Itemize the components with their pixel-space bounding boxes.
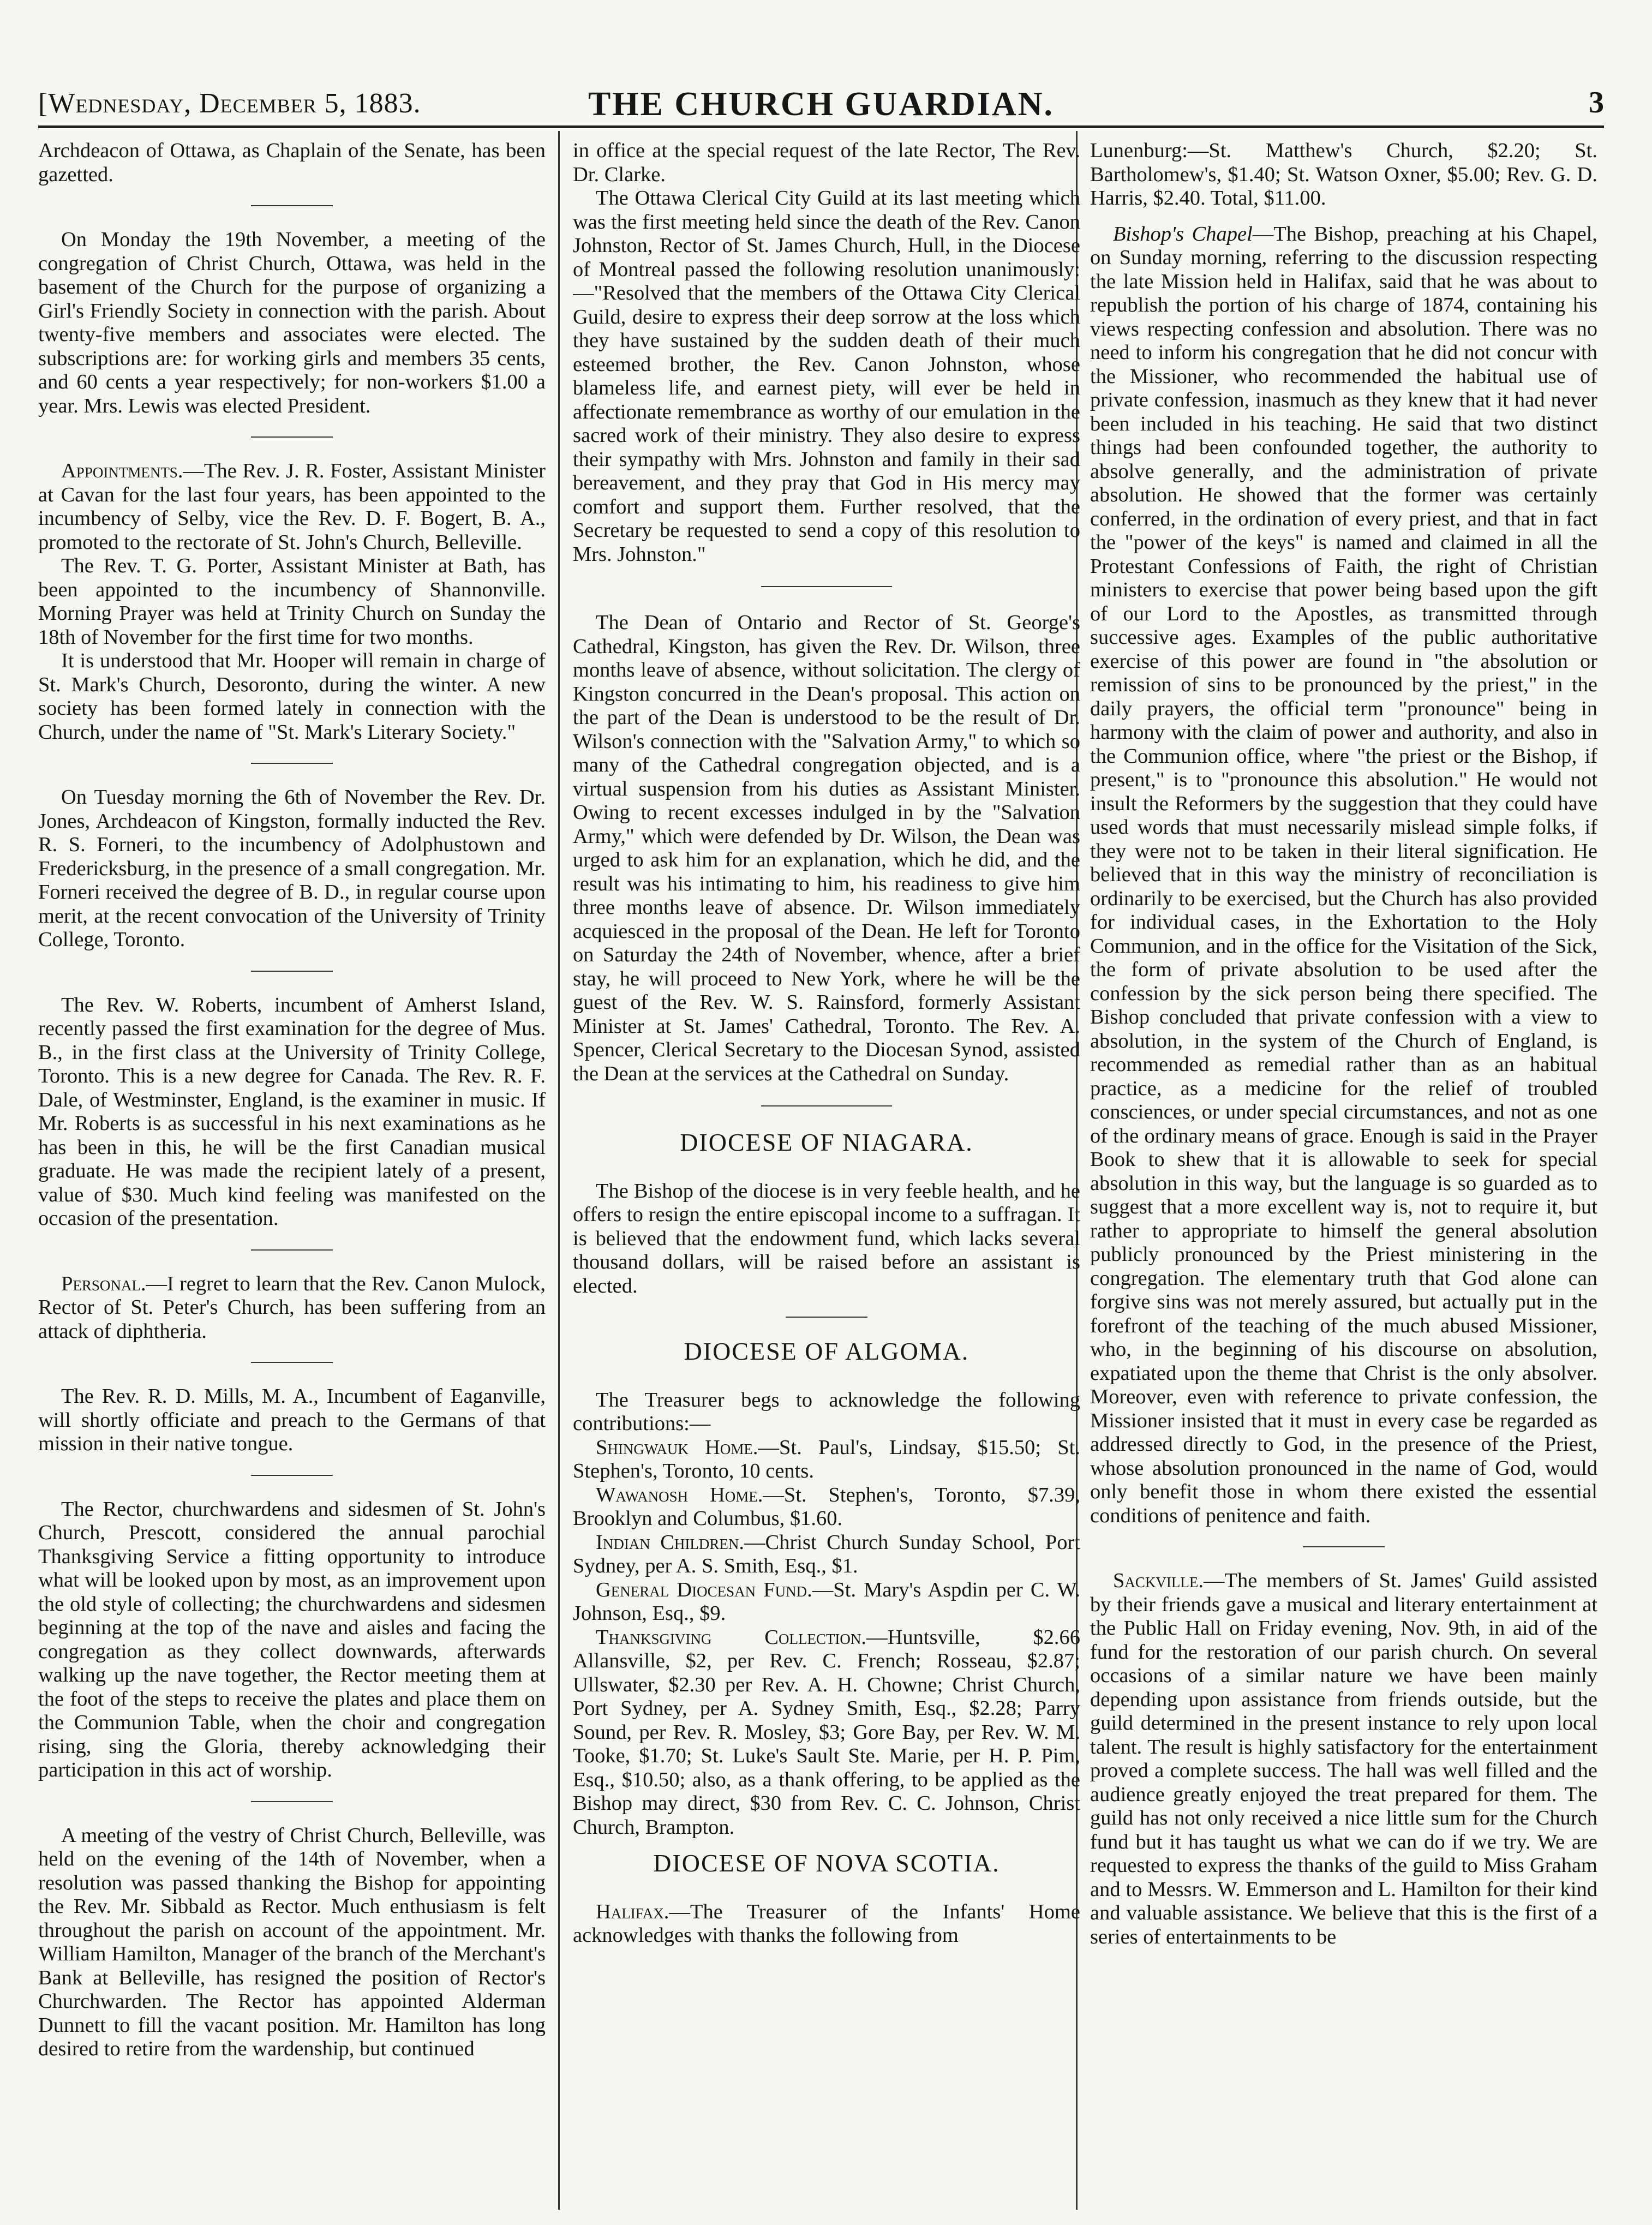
paragraph: The Bishop of the diocese is in very feeble health, and he offers to resign the entire episcopal income to a suffragan. It is believed that the endowment fund, which lacks several thousand dollars, will be raised before an assistant is elected. xyxy=(573,1179,1080,1297)
paragraph-lead: Indian Children. xyxy=(596,1530,745,1554)
paragraph-lead: Wawanosh Home. xyxy=(596,1483,763,1506)
page-header xyxy=(38,82,1604,128)
paragraph xyxy=(573,1578,1080,1626)
paragraph-text: —St. Stephen's, Toronto, $7.39, Brooklyn and Columbus, $1.60. xyxy=(573,1483,1080,1530)
paragraph-lead: Shingwauk Home. xyxy=(596,1436,758,1459)
section-heading: DIOCESE OF NIAGARA. xyxy=(680,1128,973,1156)
paragraph-lead: Appointments. xyxy=(61,459,183,482)
paragraph xyxy=(573,1484,1080,1531)
separator xyxy=(251,763,333,764)
paragraph-lead: Sackville. xyxy=(1113,1569,1204,1592)
paragraph-text: —The Treasurer of the Infants' Home acknowledges with thanks the following from xyxy=(573,1900,1080,1947)
paragraph-text: —The Bishop, preaching at his Chapel, on Sunday morning, referring to the discussion respecting the late Mission held in Halifax, said that he was about to republish the portion of his charge of 1874, containing his views respecting confession and absolution. There was no need to inform his congregation that he did not concur with the Missioner, who recommended the habitual use of private confession, inasmuch as they knew that it had never been included in his teaching. He said that two distinct things had been confounded together, the authority to absolve generally, and the administration of private absolution. He showed that the former was certainly conferred, in the ordination of every priest, and that in fact the "power of the keys" is named and claimed in all the Protestant Confessions of Faith, the right of Christian ministers to exercise that power being based upon the gift of our Lord to the Apostles, as transmitted through successive ages. Examples of the public authoritative exercise of this power are found in "the absolution or remission of sins to be pronounced by the priest," in the daily prayers, the official term "pronounce" being in harmony with the claim of power and authority, and also in the Communion office, where "the priest or the Bishop, if present," is to "pronounce this absolution." He would not insult the Reformers by the suggestion that they could have used words that must necessarily mislead simple folks, if they were not to be taken in their literal signification. He believed that in this way the ministry of reconciliation is ordinarily to be exercised, but the Church has also provided for individual cases, in the Exhortation to the Holy Communion, and in the office for the Visitation of the Sick, the form of private absolution to be used after the confession by the sick person being there specified. The Bishop concluded that private confession with a view to absolution, in the system of the Church of England, is recommended as remedial rather than as an habitual practice, as a medicine for the relief of troubled consciences, or under special circumstances, and not as one of the ordinary means of grace. Enough is said in the Prayer Book to shew that it is allowable to seek for special absolution in this way, but the language is so guarded as to suggest that a more excellent way is, not to require it, but rather to appropriate to himself the general absolution publicly pronounced by the Priest ministering in the congregation. The elementary truth that God alone can forgive sins was not merely assured, but actually put in the forefront of the teaching of the much abused Missioner, who, in the beginning of his discourse on absolution, expatiated upon the theme that Christ is the only absolver. Moreover, even with reference to private confession, the Missioner insisted that it must in every case be regarded as addressed directly to God, in the presence of the Priest, whose absolution pronounced in the name of God, would only benefit those in whom there existed the essential conditions of penitence and faith. xyxy=(1090,222,1597,1527)
paragraph xyxy=(573,1531,1080,1578)
paragraph: The Dean of Ontario and Rector of St. George's Cathedral, Kingston, has given the Rev. Dr. Wilson, three months leave of absence, without solicitation. The clergy of Kingston concurred in the Dean's proposal. This action on the part of the Dean is understood to be the result of Dr. Wilson's connection with the "Salvation Army," to which so many of the Cathedral congregation objected, and is a virtual suspension from his duties as Assistant Minister. Owing to recent excesses indulged in by the "Salvation Army," which were defended by Dr. Wilson, the Dean was urged to ask him for an explanation, which he did, and the result was his intimating to him, his readiness to give him three months leave of absence. Dr. Wilson immediately acquiesced in the proposal of the Dean. He left for Toronto on Saturday the 24th of November, whence, after a brief stay, he will proceed to New York, where he will be the guest of the Rev. W. S. Rainsford, formerly Assistant Minister at St. James' Cathedral, Toronto. The Rev. A. Spencer, Clerical Secretary to the Diocesan Synod, assisted the Dean at the services at the Cathedral on Sunday. xyxy=(573,611,1080,1085)
paragraph-text: —I regret to learn that the Rev. Canon Mulock, Rector of St. Peter's Church, has been suffering from an attack of diphtheria. xyxy=(38,1272,546,1343)
paragraph-lead: Personal. xyxy=(61,1272,146,1295)
separator xyxy=(1303,1546,1385,1547)
paragraph xyxy=(573,1436,1080,1484)
paragraph xyxy=(38,459,546,554)
paragraph: On Tuesday morning the 6th of November the Rev. Dr. Jones, Archdeacon of Kingston, formally inducted the Rev. R. S. Forneri, to the incumbency of Adolphustown and Fredericksburg, in the presence of a small congregation. Mr. Forneri received the degree of B. D., in regular course upon merit, at the recent convocation of the University of Trinity College, Toronto. xyxy=(38,786,546,951)
paragraph-text: —St. Mary's Aspdin per C. W. Johnson, Esq., $9. xyxy=(573,1578,1080,1625)
column-3 xyxy=(1090,139,1597,2207)
paragraph-lead: Thanksgiving Collection. xyxy=(596,1625,867,1649)
section-heading: DIOCESE OF NOVA SCOTIA. xyxy=(653,1849,1000,1877)
paragraph xyxy=(573,1900,1080,1948)
page-number: 3 xyxy=(1589,86,1604,119)
paragraph-text: —The members of St. James' Guild assisted by their friends gave a musical and literary entertainment at the Public Hall on Friday evening, Nov. 9th, in aid of the fund for the restoration of our parish church. On several occasions of a similar nature we have been mainly depending upon assistance from friends outside, but the guild determined in the present instance to rely upon local talent. The result is highly satisfactory for the entertainment proved a complete success. The hall was well filled and the audience greatly enjoyed the treat prepared for them. The guild has not only received a nice little sum for the Church fund but it has taught us what we can do if we try. We are requested to express the thanks of the guild to Miss Graham and to Messrs. W. Emmerson and L. Hamilton for their kind and valuable assistance. We believe that this is the first of a series of entertainments to be xyxy=(1090,1569,1597,1948)
column-1 xyxy=(38,139,546,2207)
separator xyxy=(251,436,333,438)
section-heading: DIOCESE OF ALGOMA. xyxy=(684,1337,969,1365)
paragraph: The Rev. R. D. Mills, M. A., Incumbent of Eaganville, will shortly officiate and preach to the Germans of that mission in their native tongue. xyxy=(38,1385,546,1455)
separator xyxy=(251,1801,333,1802)
spacer xyxy=(1090,211,1597,223)
newspaper-title: THE CHURCH GUARDIAN. xyxy=(588,86,1054,123)
paragraph xyxy=(38,1272,546,1344)
paragraph: The Rev. T. G. Porter, Assistant Minister at Bath, has been appointed to the incumbency of Shannonville. Morning Prayer was held at Trinity Church on Sunday the 18th of November for the first time for two months. xyxy=(38,554,546,649)
paragraph: Archdeacon of Ottawa, as Chaplain of the Senate, has been gazetted. xyxy=(38,139,546,186)
paragraph: The Rector, churchwardens and sidesmen of St. John's Church, Prescott, considered the annual parochial Thanksgiving Service a fitting opportunity to introduce what will be looked upon by most, as an improvement upon the old style of collecting; the churchwardens and sidesmen beginning at the top of the nave and aisles and facing the congregation as they collect downwards, afterwards walking up the nave together, the Rector meeting them at the foot of the steps to receive the plates and place them on the Communion Table, when the choir and congregation rising, sing the Gloria, thereby acknowledging their participation in this act of worship. xyxy=(38,1497,546,1781)
paragraph xyxy=(1090,1569,1597,1949)
separator xyxy=(251,1362,333,1363)
paragraph xyxy=(1090,223,1597,1528)
separator xyxy=(251,1249,333,1251)
paragraph xyxy=(573,1626,1080,1840)
paragraph: A meeting of the vestry of Christ Church, Belleville, was held on the evening of the 14th of November, when a resolution was passed thanking the Bishop for appointing the Rev. Mr. Sibbald as Rector. Much enthusiasm is felt throughout the parish on account of the appointment. Mr. William Hamilton, Manager of the branch of the Merchant's Bank at Belleville, has resigned the position of Rector's Churchwarden. The Rector has appointed Alderman Dunnett to fill the vacant position. Mr. Hamilton has long desired to retire from the wardenship, but continued xyxy=(38,1823,546,2060)
column-divider xyxy=(558,131,560,2210)
paragraph: On Monday the 19th November, a meeting of the congregation of Christ Church, Ottawa, was held in the basement of the Church for the purpose of organizing a Girl's Friendly Society in connection with the parish. About twenty-five members and associates were elected. The subscriptions are: for working girls and members 35 cents, and 60 cents a year respectively; for non-workers $1.00 a year. Mrs. Lewis was elected President. xyxy=(38,228,546,417)
paragraph: The Treasurer begs to acknowledge the following contributions:— xyxy=(573,1388,1080,1435)
issue-date: [Wednesday, December 5, 1883. xyxy=(38,88,421,119)
paragraph-lead: General Diocesan Fund. xyxy=(596,1578,812,1601)
paragraph: The Rev. W. Roberts, incumbent of Amherst Island, recently passed the first examination for the degree of Mus. B., in the first class at the University of Trinity College, Toronto. This is a new degree for Canada. The Rev. R. F. Dale, of Westminster, England, is the examiner in music. If Mr. Roberts is as successful in his next examinations as he has been in this, he will be the first Canadian musical graduate. He was made the recipient lately of a present, value of $30. Much kind feeling was manifested on the occasion of the presentation. xyxy=(38,993,546,1230)
paragraph: in office at the special request of the late Rector, The Rev. Dr. Clarke. xyxy=(573,139,1080,186)
paragraph-text: —Christ Church Sunday School, Port Sydney, per A. S. Smith, Esq., $1. xyxy=(573,1530,1080,1577)
separator xyxy=(786,1317,867,1318)
paragraph-text: —The Rev. J. R. Foster, Assistant Minister at Cavan for the last four years, has been appointed to the incumbency of Selby, vice the Rev. D. F. Bogert, B. A., promoted to the rectorate of St. John's Church, Belleville. xyxy=(38,459,546,554)
paragraph: Lunenburg:—St. Matthew's Church, $2.20; St. Bartholomew's, $1.40; St. Watson Oxner, $5.00; Rev. G. D. Harris, $2.40. Total, $11.00. xyxy=(1090,139,1597,210)
separator xyxy=(251,1475,333,1476)
paragraph-text: —St. Paul's, Lindsay, $15.50; St. Stephen's, Toronto, 10 cents. xyxy=(573,1436,1080,1482)
paragraph: It is understood that Mr. Hooper will remain in charge of St. Mark's Church, Desoronto, during the winter. A new society has been formed lately in connection with the Church, under the name of "St. Mark's Literary Society." xyxy=(38,649,546,744)
paragraph-lead: Halifax. xyxy=(596,1900,669,1923)
separator xyxy=(251,971,333,972)
paragraph-text: —Huntsville, $2.66 Allansville, $2, per Rev. C. French; Rosseau, $2.87; Ullswater, $2.30 per Rev. A. H. Chowne; Christ Church, Port Sydney, per A. Sydney Smith, Esq., $2.28; Parry Sound, per Rev. R. Mosley, $3; Gore Bay, per Rev. W. M. Tooke, $1.70; St. Luke's Sault Ste. Marie, per H. P. Pim, Esq., $10.50; also, as a thank offering, to be applied as the Bishop may direct, $30 from Rev. C. C. Johnson, Christ Church, Brampton. xyxy=(573,1625,1080,1839)
separator xyxy=(251,205,333,206)
column-2 xyxy=(573,139,1080,2207)
separator xyxy=(761,586,892,587)
separator xyxy=(761,1105,892,1106)
paragraph-lead: Bishop's Chapel xyxy=(1113,222,1253,246)
paragraph: The Ottawa Clerical City Guild at its last meeting which was the first meeting held since the death of the Rev. Canon Johnston, Rector of St. James Church, Hull, in the Diocese of Montreal passed the following resolution unanimously:—"Resolved that the members of the Ottawa City Clerical Guild, desire to express their deep sorrow at the loss which they have sustained by the sudden death of their much esteemed brother, the Rev. Canon Johnston, whose blameless life, and earnest piety, will ever be held in affectionate remembrance as worthy of our emulation in the sacred work of their ministry. They also desire to express their sympathy with Mrs. Johnston and family in their sad bereavement, and they pray that God in His mercy may comfort and support them. Further resolved, that the Secretary be requested to send a copy of this resolution to Mrs. Johnston." xyxy=(573,187,1080,566)
